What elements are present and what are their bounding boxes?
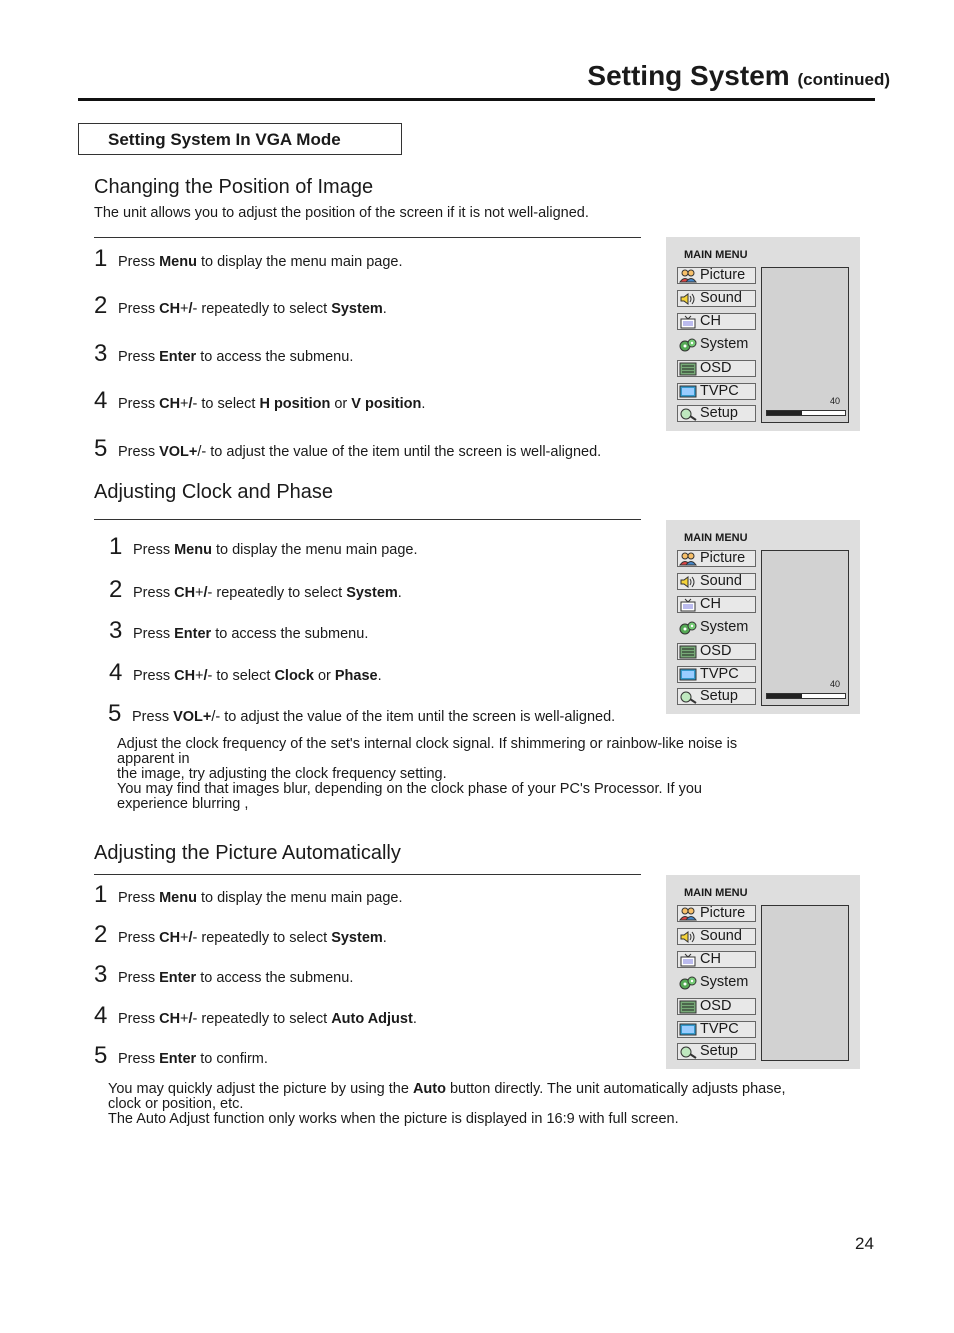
auto-note-line3: The Auto Adjust function only works when the picture is displayed in 16:9 with full screen.: [108, 1111, 679, 1127]
slider-fill: [767, 694, 802, 698]
magnifier-icon: [678, 1045, 698, 1059]
section-heading-auto: Adjusting the Picture Automatically: [94, 842, 401, 864]
bold-term: Auto: [412, 1081, 446, 1097]
step-text: Press CH+/- repeatedly to select System.: [118, 930, 387, 946]
note-line: apparent in: [117, 751, 190, 767]
bold-term: Menu: [159, 254, 197, 270]
people-icon: [678, 552, 698, 566]
list-icon: [678, 1000, 698, 1014]
step-text: Press CH+/- repeatedly to select Auto Adjust.: [118, 1011, 417, 1027]
menu-item-ch: [677, 951, 756, 968]
step-1: [94, 245, 403, 273]
menu-item-system: [677, 974, 756, 991]
step-3: [109, 617, 368, 645]
bold-term: CH: [159, 301, 181, 317]
section-heading-clock: Adjusting Clock and Phase: [94, 481, 334, 503]
people-icon: [678, 907, 698, 921]
step-number: 3: [94, 961, 108, 988]
people-icon: [678, 269, 698, 283]
menu-item-label: Setup: [700, 1043, 738, 1059]
speaker-icon: [678, 292, 698, 306]
step-number: 5: [94, 1042, 108, 1069]
menu-item-label: Sound: [700, 290, 742, 306]
bold-term: VOL+: [159, 444, 198, 460]
bold-term: /: [188, 1011, 193, 1027]
menu-screen-area: [761, 267, 849, 423]
menu-item-tvpc: [677, 383, 756, 400]
step-text: Press Menu to display the menu main page.: [133, 542, 418, 558]
bold-term: Phase: [334, 668, 378, 684]
main-menu-title: MAIN MENU: [684, 249, 748, 261]
auto-note-line2: clock or position, etc.: [108, 1096, 244, 1112]
menu-item-label: OSD: [700, 643, 732, 659]
step-5: [108, 700, 615, 728]
list-icon: [678, 362, 698, 376]
menu-item-label: TVPC: [700, 1021, 739, 1037]
step-text: Press Enter to access the submenu.: [118, 349, 354, 365]
note-line: the image, try adjusting the clock frequency setting.: [117, 766, 447, 782]
section-rule: [94, 237, 641, 238]
bold-term: System: [346, 585, 398, 601]
note-line: Adjust the clock frequency of the set's internal clock signal. If shimmering or rainbow-like noise is: [117, 736, 738, 752]
section-heading-position: Changing the Position of Image: [94, 176, 374, 198]
step-2: [94, 921, 387, 949]
menu-item-system: [677, 336, 756, 353]
section-box: Setting System In VGA Mode: [78, 123, 402, 155]
tv-icon: [678, 315, 698, 329]
bold-term: Enter: [174, 626, 212, 642]
step-number: 3: [109, 617, 123, 644]
menu-item-picture: [677, 550, 756, 567]
speaker-icon: [678, 930, 698, 944]
title-rule: [78, 98, 875, 101]
step-number: 2: [109, 576, 123, 603]
step-text: Press CH+/- to select H position or V position.: [118, 396, 426, 412]
bold-term: Enter: [159, 349, 197, 365]
menu-item-setup: [677, 1043, 756, 1060]
menu-item-setup: [677, 405, 756, 422]
gears-icon: [678, 976, 698, 990]
menu-item-label: Picture: [700, 550, 746, 566]
step-number: 2: [94, 292, 108, 319]
step-text: Press Menu to display the menu main page.: [118, 254, 403, 270]
menu-item-label: OSD: [700, 360, 732, 376]
menu-item-osd: [677, 643, 756, 660]
menu-item-label: TVPC: [700, 383, 739, 399]
gears-icon: [678, 621, 698, 635]
menu-screen-area: [761, 550, 849, 706]
step-text: Press VOL+/- to adjust the value of the item until the screen is well-aligned.: [132, 709, 616, 725]
bold-term: /: [203, 668, 208, 684]
gears-icon: [678, 338, 698, 352]
slider-bar: [766, 410, 846, 416]
step-number: 1: [94, 245, 108, 272]
menu-item-sound: [677, 290, 756, 307]
bold-term: /: [203, 585, 208, 601]
step-3: [94, 961, 353, 989]
bold-term: Clock: [274, 668, 314, 684]
list-icon: [678, 645, 698, 659]
menu-item-label: CH: [700, 951, 721, 967]
menu-item-picture: [677, 905, 756, 922]
step-number: 4: [94, 387, 108, 414]
tv-icon: [678, 598, 698, 612]
main-menu-screenshot: [666, 520, 860, 714]
step-number: 5: [108, 700, 122, 727]
menu-item-sound: [677, 928, 756, 945]
bold-term: CH: [174, 668, 196, 684]
bold-term: /: [188, 396, 193, 412]
step-5: [94, 435, 601, 463]
menu-item-picture: [677, 267, 756, 284]
magnifier-icon: [678, 690, 698, 704]
page-title-text: Setting System: [587, 60, 790, 91]
menu-item-label: Picture: [700, 905, 746, 921]
bold-term: V position: [351, 396, 422, 412]
bold-term: H position: [259, 396, 331, 412]
menu-item-label: Sound: [700, 928, 742, 944]
step-number: 2: [94, 921, 108, 948]
bold-term: VOL+: [173, 709, 212, 725]
bold-term: System: [331, 930, 383, 946]
menu-item-label: CH: [700, 313, 721, 329]
menu-item-label: Picture: [700, 267, 746, 283]
bold-term: System: [331, 301, 383, 317]
main-menu-screenshot: [666, 237, 860, 431]
bold-term: CH: [159, 396, 181, 412]
step-1: [94, 881, 403, 909]
page-title: [587, 60, 890, 92]
page-number: 24: [855, 1234, 874, 1253]
auto-note: [108, 1082, 868, 1127]
menu-item-osd: [677, 998, 756, 1015]
step-text: Press VOL+/- to adjust the value of the item until the screen is well-aligned.: [118, 444, 602, 460]
menu-item-setup: [677, 688, 756, 705]
section-rule: [94, 874, 641, 875]
step-number: 4: [94, 1002, 108, 1029]
main-menu-title: MAIN MENU: [684, 887, 748, 899]
bold-term: Menu: [174, 542, 212, 558]
menu-item-label: TVPC: [700, 666, 739, 682]
bold-term: Enter: [159, 1051, 197, 1067]
menu-item-sound: [677, 573, 756, 590]
menu-item-ch: [677, 596, 756, 613]
bold-term: Auto Adjust: [331, 1011, 413, 1027]
section-description: The unit allows you to adjust the position of the screen if it is not well-aligned.: [94, 205, 589, 221]
slider-value: 40: [829, 679, 840, 689]
main-menu-screenshot: [666, 875, 860, 1069]
step-1: [109, 533, 418, 561]
menu-item-label: System: [700, 619, 749, 635]
menu-item-label: Sound: [700, 573, 742, 589]
menu-item-label: System: [700, 974, 749, 990]
bold-term: Menu: [159, 890, 197, 906]
step-4: [94, 387, 425, 415]
monitor-icon: [678, 1023, 698, 1037]
step-2: [94, 292, 387, 320]
menu-item-label: Setup: [700, 688, 738, 704]
speaker-icon: [678, 575, 698, 589]
step-5: [94, 1042, 268, 1070]
step-number: 3: [94, 340, 108, 367]
step-text: Press Menu to display the menu main page.: [118, 890, 403, 906]
step-text: Press CH+/- to select Clock or Phase.: [133, 668, 382, 684]
menu-item-ch: [677, 313, 756, 330]
bold-term: CH: [174, 585, 196, 601]
menu-screen-area: [761, 905, 849, 1061]
step-number: 1: [94, 881, 108, 908]
step-text: Press CH+/- repeatedly to select System.: [133, 585, 402, 601]
slider-value: 40: [829, 396, 840, 406]
step-text: Press Enter to confirm.: [118, 1051, 268, 1067]
menu-item-label: CH: [700, 596, 721, 612]
step-2: [109, 576, 402, 604]
step-4: [109, 659, 382, 687]
monitor-icon: [678, 385, 698, 399]
menu-item-osd: [677, 360, 756, 377]
bold-term: CH: [159, 930, 181, 946]
magnifier-icon: [678, 407, 698, 421]
step-number: 1: [109, 533, 123, 560]
step-text: Press Enter to access the submenu.: [118, 970, 354, 986]
step-number: 5: [94, 435, 108, 462]
bold-term: /: [188, 930, 193, 946]
step-text: Press Enter to access the submenu.: [133, 626, 369, 642]
step-number: 4: [109, 659, 123, 686]
menu-item-system: [677, 619, 756, 636]
step-4: [94, 1002, 417, 1030]
bold-term: CH: [159, 1011, 181, 1027]
menu-item-label: Setup: [700, 405, 738, 421]
tv-icon: [678, 953, 698, 967]
note-line: experience blurring ,: [117, 796, 249, 812]
bold-term: /: [188, 301, 193, 317]
slider-bar: [766, 693, 846, 699]
main-menu-title: MAIN MENU: [684, 532, 748, 544]
monitor-icon: [678, 668, 698, 682]
clock-note: [117, 737, 847, 812]
note-line: You may find that images blur, depending on the clock phase of your PC's Processor. If you: [117, 781, 702, 797]
auto-note-line1: You may quickly adjust the picture by using the Auto button directly. The unit automatically adjusts phase,: [108, 1081, 786, 1097]
page-title-continued: (continued): [797, 70, 890, 89]
step-3: [94, 340, 353, 368]
menu-item-tvpc: [677, 666, 756, 683]
menu-item-label: OSD: [700, 998, 732, 1014]
slider-fill: [767, 411, 802, 415]
menu-item-label: System: [700, 336, 749, 352]
step-text: Press CH+/- repeatedly to select System.: [118, 301, 387, 317]
bold-term: Enter: [159, 970, 197, 986]
menu-item-tvpc: [677, 1021, 756, 1038]
section-rule: [94, 519, 641, 520]
